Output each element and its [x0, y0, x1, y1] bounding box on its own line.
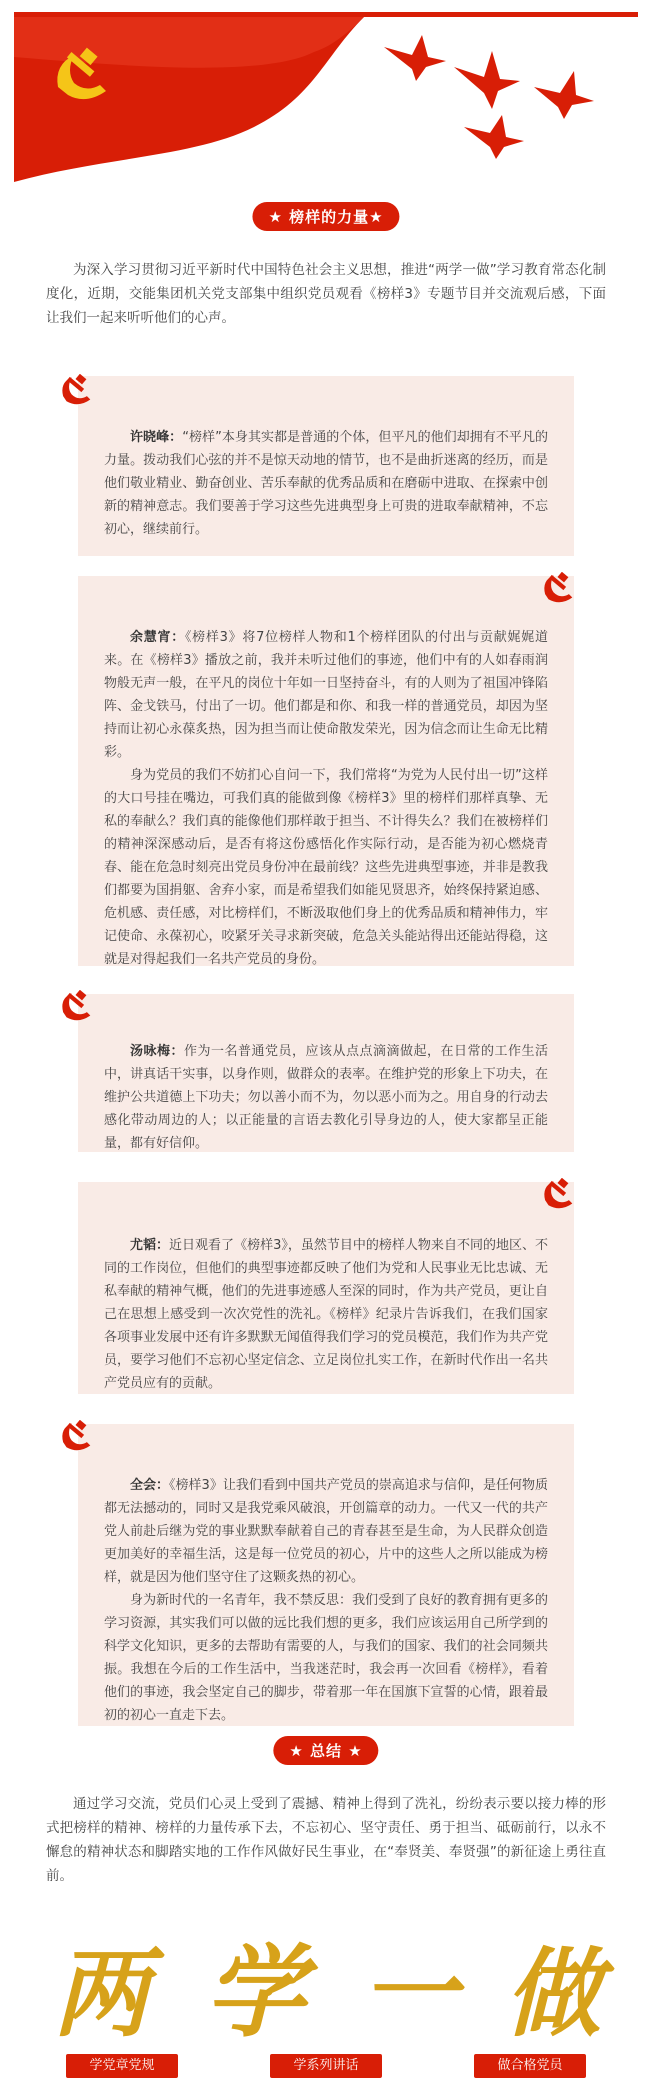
calligraphy-char	[180, 1935, 330, 2045]
tag-study-speeches: 学系列讲话	[270, 2054, 382, 2078]
card-paragraph: 余慧宵：《榜样3》将7位榜样人物和1个榜样团队的付出与贡献娓娓道来。在《榜样3》播放之前，我并未听过他们的事迹，他们中有的人如春雨润物般无声一般，在平凡的岗位十年如一日坚持奋斗，有的人则为了祖国冲锋陷阵、金戈铁马，付出了一切。他们都是和你、和我一样的普通党员，却因为坚持而让初心永葆炙热，因为担当而让使命散发荣光，因为信念而让生命无比精彩。	[104, 630, 548, 760]
calligraphy-char	[26, 1935, 176, 2045]
card-paragraph: 许晓峰：“榜样”本身其实都是普通的个体，但平凡的他们却拥有不平凡的力量。拨动我们心弦的并不是惊天动地的情节，也不是曲折迷离的经历，而是他们敬业精业、勤奋创业、苦乐奉献的优秀品质和在磨砺中进取、在探索中创新的精神意志。我们要善于学习这些先进典型身上可贵的进取奉献精神，不忘初心，继续前行。	[104, 430, 548, 537]
conclusion-paragraph: 通过学习交流，党员们心灵上受到了震撼、精神上得到了洗礼，纷纷表示要以接力棒的形式把榜样的精神、榜样的力量传承下去，不忘初心、坚守责任、勇于担当、砥砺前行，以永不懈怠的精神状态和脚踏实地的工作作风做好民生事业，在“奉贤美、奉贤强”的新征途上勇往直前。	[46, 1796, 606, 1884]
calligraphy-char	[478, 1935, 628, 2045]
card-paragraph: 身为新时代的一名青年，我不禁反思：我们受到了良好的教育拥有更多的学习资源，其实我们可以做的远比我们想的更多，我们应该运用自己所学到的科学文化知识，更多的去帮助有需要的人，与我们的国家、我们的社会同频共振。我想在今后的工作生活中，当我迷茫时，我会再一次回看《榜样》，看着他们的事迹，我会坚定自己的脚步，带着那一年在国旗下宣誓的心情，跟着最初的初心一直走下去。	[104, 1593, 548, 1723]
svg-text:两: 两	[53, 1937, 149, 2045]
speaker-name: 汤咏梅：	[130, 1044, 184, 1059]
card-paragraph: 汤咏梅：作为一名普通党员，应该从点点滴滴做起，在日常的工作生活中，讲真话干实事，以身作则，做群众的表率。在维护党的形象上下功夫，在维护公共道德上下功夫；勿以善小而不为，勿以恶小而为之。用自身的行动去感化带动周边的人；以正能量的言语去教化引导身边的人，使大家都呈正能量，都有好信仰。	[104, 1044, 548, 1151]
svg-text:学: 学	[205, 1935, 305, 2045]
summary-title-pill: ★ 总结 ★	[273, 1736, 378, 1765]
calligraphy-char	[334, 1935, 484, 2045]
hammer-sickle-icon	[540, 1178, 574, 1212]
svg-text:做: 做	[505, 1937, 601, 2045]
speaker-name: 许晓峰：	[130, 430, 183, 445]
speaker-name: 全会：	[130, 1478, 170, 1493]
hammer-sickle-icon	[58, 1420, 92, 1454]
banner-flag-doves	[14, 17, 638, 187]
testimonial-card	[78, 994, 574, 1152]
dove-icon	[384, 35, 594, 159]
speaker-name: 尤韬：	[130, 1238, 170, 1253]
testimonial-card	[78, 1182, 574, 1394]
speaker-name: 余慧宵：	[130, 630, 185, 645]
testimonial-card	[78, 1424, 574, 1726]
card-paragraph: 身为党员的我们不妨扪心自问一下，我们常将“为党为人民付出一切”这样的大口号挂在嘴边，可我们真的能做到像《榜样3》里的榜样们那样真挚、无私的奉献么？我们真的能像他们那样敢于担当、不计得失么？我们在被榜样们的精神深深感动后，是否有将这份感悟化作实际行动，是否能为初心燃烧青春、能在危急时刻亮出党员身份冲在最前线？这些先进典型事迹，并非是教我们都要为国捐躯、舍弃小家，而是希望我们如能见贤思齐，始终保持紧迫感、危机感、责任感，对比榜样们，不断汲取他们身上的优秀品质和精神伟力，牢记使命、永葆初心，咬紧牙关寻求新突破，危急关头能站得出还能站得稳，这就是对得起我们一名共产党员的身份。	[104, 768, 548, 967]
testimonial-card	[78, 576, 574, 966]
hammer-sickle-icon	[58, 374, 92, 408]
card-paragraph: 尤韬：近日观看了《榜样3》，虽然节目中的榜样人物来自不同的地区、不同的工作岗位，但他们的典型事迹都反映了他们为党和人民事业无比忠诚、无私奉献的精神气概，他们的先进事迹感人至深的同时，作为共产党员，更让自己在思想上感受到一次次党性的洗礼。《榜样》纪录片告诉我们，在我们国家各项事业发展中还有许多默默无闻值得我们学习的党员模范，我们作为共产党员，要学习他们不忘初心坚定信念、立足岗位扎实工作，在新时代作出一名共产党员应有的贡献。	[104, 1238, 548, 1391]
hammer-sickle-icon	[540, 572, 574, 606]
card-paragraph: 全会：《榜样3》让我们看到中国共产党员的崇高追求与信仰，是任何物质都无法撼动的，同时又是我党乘风破浪，开创篇章的动力。一代又一代的共产党人前赴后继为党的事业默默奉献着自己的青春甚至是生命，为人民群众创造更加美好的幸福生活，这是每一位党员的初心，片中的这些人之所以能成为榜样，就是因为他们坚守住了这颗炙热的初心。	[104, 1478, 548, 1585]
tag-study-constitution: 学党章党规	[66, 2054, 178, 2078]
tag-qualified-member: 做合格党员	[474, 2054, 586, 2078]
intro-paragraph: 为深入学习贯彻习近平新时代中国特色社会主义思想，推进“两学一做”学习教育常态化制度化，近期，交能集团机关党支部集中组织党员观看《榜样3》专题节目并交流观后感，下面让我们一起来听听他们的心声。	[46, 262, 606, 326]
svg-text:一: 一	[361, 1937, 457, 2045]
section-title-pill: ★ 榜样的力量★	[252, 202, 399, 231]
hammer-sickle-icon	[58, 990, 92, 1024]
testimonial-card	[78, 376, 574, 556]
